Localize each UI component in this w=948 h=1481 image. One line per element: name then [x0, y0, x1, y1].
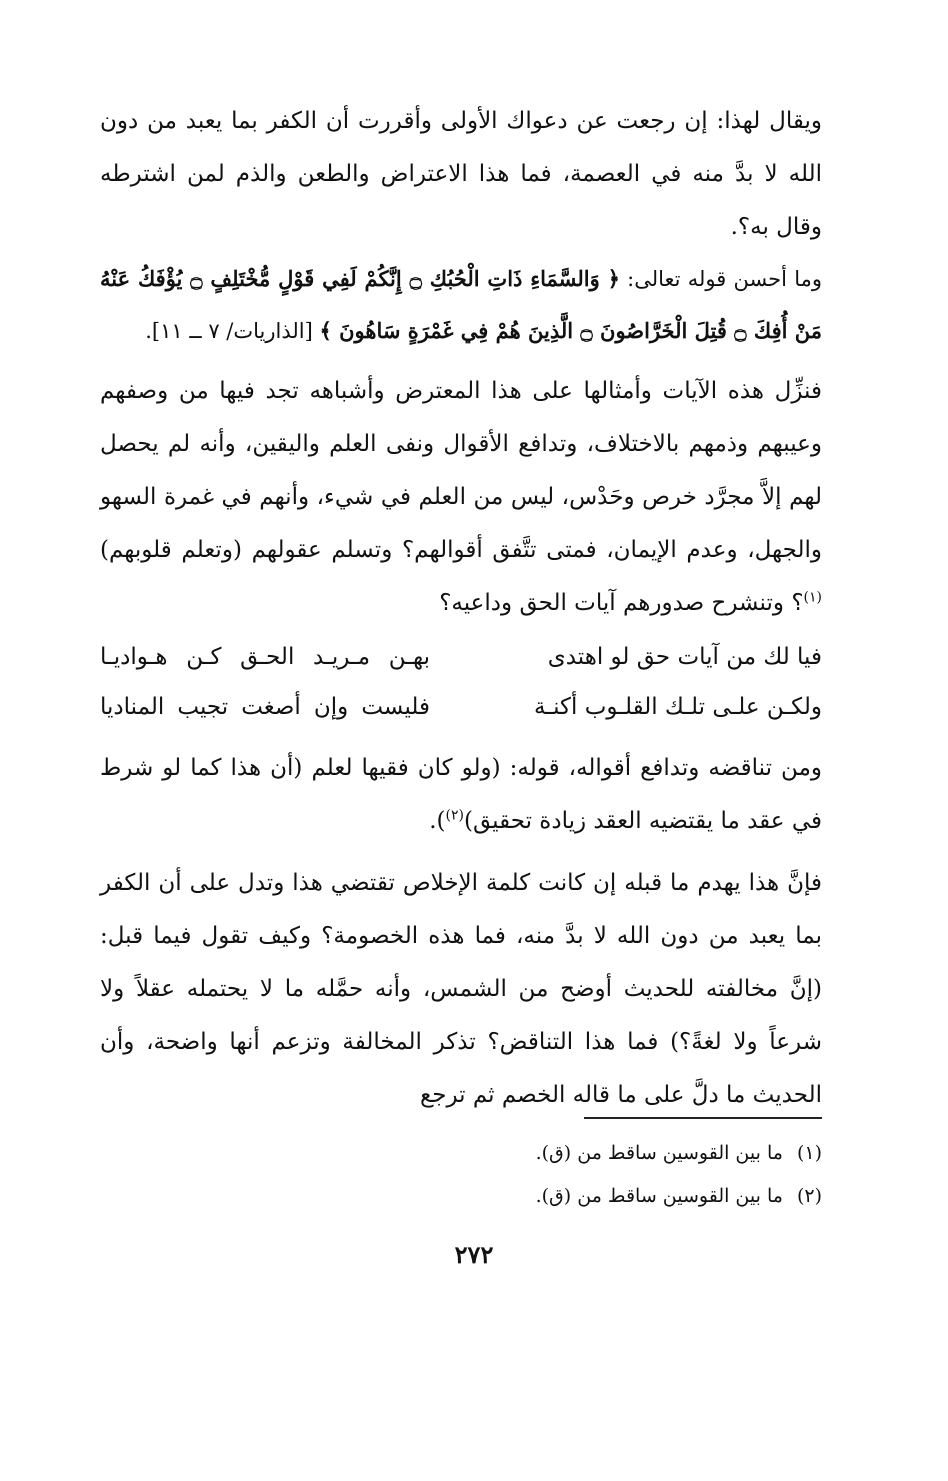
poem-line	[100, 632, 822, 682]
footnote-item	[400, 1175, 822, 1218]
footnote-divider	[584, 1117, 822, 1119]
quran-intro: وما أحسن قوله تعالى:	[619, 267, 823, 291]
paragraph-5	[100, 857, 822, 1122]
paragraph-4-text	[100, 742, 822, 848]
footnote-text: ما بين القوسين ساقط من (ق).	[535, 1185, 783, 1207]
footnote-item	[400, 1132, 822, 1175]
footnote-marker-2: (٢)	[445, 807, 465, 824]
poem-block	[100, 632, 822, 732]
poem-line	[100, 682, 822, 732]
paragraph-4-end: ).	[429, 808, 446, 834]
paragraph-1	[100, 95, 822, 254]
poem-hemistich-first: ولكـن علـى تلـك القلـوب أكنـة	[534, 694, 822, 720]
paragraph-quran-quote	[100, 253, 822, 357]
quran-verses: ﴿ وَالسَّمَاءِ ذَاتِ الْحُبُكِ ۝ إِنَّكُمْ لَفِي قَوْلٍ مُّخْتَلِفٍ ۝ يُؤْفَكُ عَنْهُ مَنْ أُفِكَ ۝ قُتِلَ الْخَرَّاصُونَ ۝ الَّذِينَ هُمْ فِي غَمْرَةٍ سَاهُونَ ﴾	[100, 266, 822, 343]
paragraph-3-text	[100, 365, 822, 630]
paragraph-4-main: ومن تناقضه وتدافع أقواله، قوله: (ولو كان فقيها لعلم (أن هذا كما لو شرط في عقد ما يقتضيه العقد زيادة تحقيق)	[100, 755, 822, 834]
footnote-text: ما بين القوسين ساقط من (ق).	[535, 1142, 783, 1164]
paragraph-3-main: فنزِّل هذه الآيات وأمثالها على هذا المعترض وأشباهه تجد فيها من وصفهم وعيبهم وذمهم بالاختلاف، وتدافع الأقوال ونفى العلم واليقين، وأنه لم يحصل لهم إلاَّ مجرَّد خرص وحَدْس، ليس من العلم في شيء، وأنهم في غمرة السهو والجهل، وعدم الإيمان، فمتى تتَّفق أقوالهم؟ وتسلم عقولهم (وتعلم قلوبهم)	[100, 378, 822, 563]
footnotes	[400, 1132, 822, 1218]
poem-hemistich-first: فيا لك من آيات حق لو اهتدى	[547, 644, 822, 670]
footnote-number: (٢)	[796, 1185, 822, 1207]
paragraph-4	[100, 742, 822, 848]
paragraph-quran-quote-text	[100, 253, 822, 357]
footnote-marker-1: (١)	[803, 589, 822, 606]
paragraph-3	[100, 365, 822, 630]
quran-reference: [الذاريات/ ٧ ــ ١١].	[145, 319, 320, 343]
footnote-number: (١)	[796, 1142, 822, 1164]
paragraph-1-text: ويقال لهذا: إن رجعت عن دعواك الأولى وأقررت أن الكفر بما يعبد من دون الله لا بدَّ منه في العصمة، فما هذا الاعتراض والطعن والذم لمن اشترطه وقال به؟.	[100, 108, 822, 240]
poem-hemistich-second: فليست وإن أصغت تجيب المناديا	[100, 694, 430, 720]
paragraph-3-end: ؟ وتنشرح صدورهم آيات الحق وداعيه؟	[439, 590, 804, 616]
poem-hemistich-second: بهـن مـريـد الحـق كـن هـواديـا	[100, 644, 430, 670]
paragraph-5-text: فإنَّ هذا يهدم ما قبله إن كانت كلمة الإخلاص تقتضي هذا وتدل على أن الكفر بما يعبد من دون الله لا بدَّ منه، فما هذه الخصومة؟ وكيف تقول فيما قبل: (إنَّ مخالفته للحديث أوضح من الشمس، وأنه حمَّله ما لا يحتمله عقلاً ولا شرعاً ولا لغةً؟) فما هذا التناقض؟ تذكر المخالفة وتزعم أنها واضحة، وأن الحديث ما دلَّ على ما قاله الخصم ثم ترجع	[100, 870, 822, 1108]
page-number: ٢٧٢	[454, 1240, 494, 1269]
